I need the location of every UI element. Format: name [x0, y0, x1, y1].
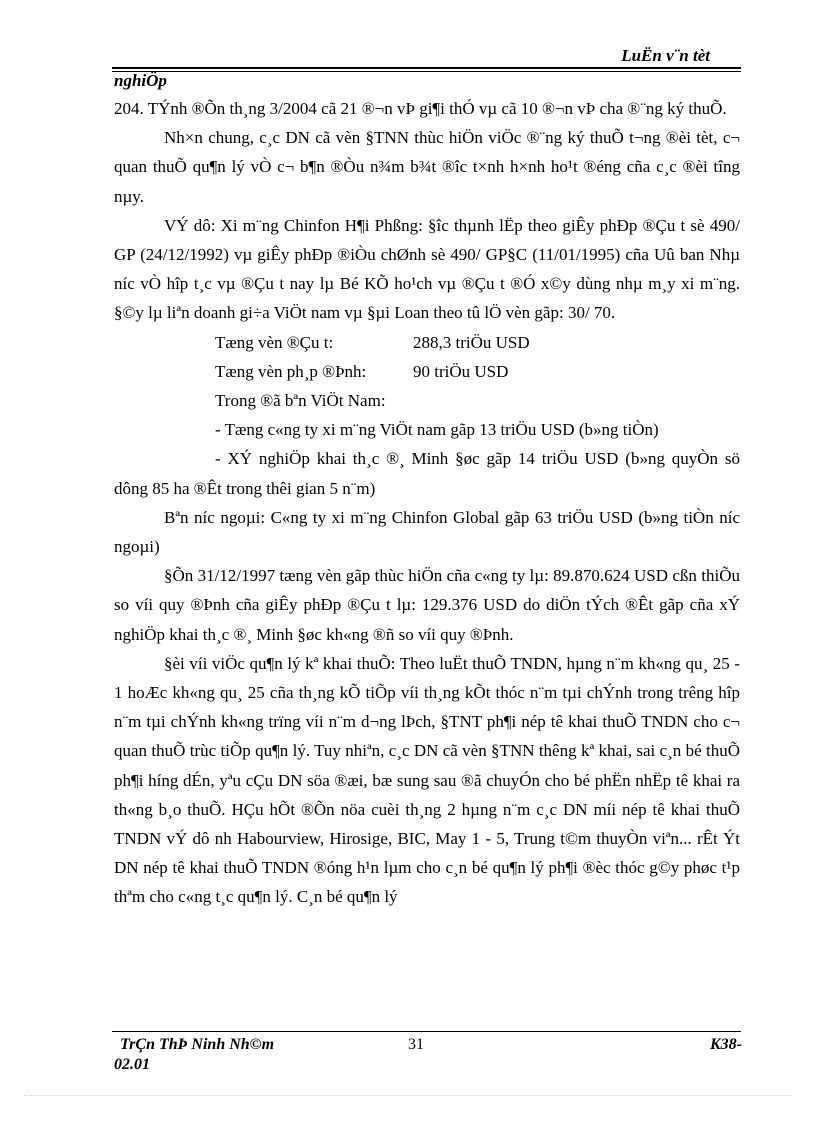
header-title: LuËn v¨n tèt [621, 46, 710, 65]
footer-divider [112, 1031, 741, 1032]
legal-capital-value: 90 triÖu USD [413, 361, 509, 381]
contribution-item-2: - XÝ nghiÖp khai th¸c ®¸ Minh §øc gãp 14 triÖu USD (b»ng quyÒn sö dông 85 ha ®Êt trong thêi gian 5 n¨m) [114, 449, 740, 498]
paragraph-4: §Õn 31/12/1997 tæng vèn gãp thùc hiÖn cña c«ng ty lµ: 89.870.624 USD cßn thiÕu so víi quy ®Þnh cña giÊy phÐp ®Çu t lµ: 129.376 USD do diÖn tÝch ®Êt gãp cña xÝ nghiÖp khai th¸c ®¸ Minh §øc kh«ng ®ñ so víi quy ®Þnh. [114, 566, 740, 644]
header-divider [112, 67, 741, 69]
footer-author: TrÇn ThÞ Ninh Nh©m [120, 1036, 275, 1053]
total-investment-value: 288,3 triÖu USD [413, 332, 530, 352]
total-investment-row [114, 328, 740, 357]
paragraph-3: VÝ dô: Xi m¨ng Chinfon H¶i Phßng: §îc thµnh lËp theo giÊy phÐp ®Çu t sè 490/ GP (24/12/1992) vµ giÊy phÐp ®iÒu chØnh sè 490/ GP§C (11/01/1995) cña Uû ban Nhµ níc vÒ hîp t¸c vµ ®Çu t nay lµ Bé KÕ ho¹ch vµ ®Çu t ®Ó x©y dùng nhµ m¸y xi m¨ng. §©y lµ liªn doanh gi÷a ViÖt nam vµ §µi Loan theo tû lÖ vèn gãp: 30/ 70. [114, 215, 740, 323]
paragraph-5: §èi víi viÖc qu¶n lý kª khai thuÕ: Theo luËt thuÕ TNDN, hµng n¨m kh«ng qu¸ 25 - 1 hoÆc kh«ng qu¸ 25 cña th¸ng kÕ tiÕp víi th¸ng kÕt thóc n¨m tµi chÝnh trong trêng hîp n¨m tµi chÝnh kh«ng trïng víi n¨m d¬ng lÞch, §TNT ph¶i nép tê khai thuÕ TNDN cho c¬ quan thuÕ trùc tiÕp qu¶n lý. Tuy nhiªn, c¸c DN cã vèn §TNN thêng kª khai, sai c¸n bé thuÕ ph¶i híng dÉn, yªu cÇu DN söa ®æi, bæ sung sau ®ã chuyÓn cho bé phËn nhËp tê khai ra th«ng b¸o thuÕ. HÇu hÕt ®Õn nöa cuèi th¸ng 2 hµng n¨m c¸c DN míi nép tê khai thuÕ TNDN vÝ dô nh Habourview, Hirosige, BIC, May 1 - 5, Trung t©m thuyÒn viªn... rÊt Ýt DN nép tê khai thuÕ TNDN ®óng h¹n lµm cho c¸n bé qu¶n lý ph¶i ®èc thóc g©y phøc t¹p thªm cho c«ng t¸c qu¶n lý. C¸n bé qu¶n lý [114, 653, 740, 907]
header-subtitle: nghiÖp [114, 71, 167, 90]
page-number: 31 [408, 1036, 424, 1053]
body-text [114, 94, 740, 912]
total-investment-label: Tæng vèn ®Çu t: [215, 332, 334, 352]
vietnam-side-heading: Trong ®ã bªn ViÖt Nam: [215, 391, 386, 411]
footer-class-code-continued: 02.01 [114, 1056, 150, 1073]
header-divider-thin [112, 71, 741, 72]
legal-capital-row [114, 357, 740, 386]
foreign-side-paragraph: Bªn níc ngoµi: C«ng ty xi m¨ng Chinfon Global gãp 63 triÖu USD (b»ng tiÒn níc ngoµi) [114, 507, 740, 557]
page-bottom-dotted-line [24, 1095, 792, 1096]
legal-capital-label: Tæng vèn ph¸p ®Þnh: [215, 361, 367, 381]
paragraph-2: Nh×n chung, c¸c DN cã vèn §TNN thùc hiÖn viÖc ®¨ng ký thuÕ t¬ng ®èi tèt, c¬ quan thuÕ qu¶n lý vÒ c¬ b¶n ®Òu n¾m b¾t ®îc t×nh h×nh ho¹t ®éng cña c¸c ®èi tîng nµy. [114, 128, 740, 206]
contribution-item-1: - Tæng c«ng ty xi m¨ng ViÖt nam gãp 13 triÖu USD (b»ng tiÒn) [215, 420, 659, 440]
footer-class-code: K38- [710, 1036, 742, 1053]
paragraph-1: 204. TÝnh ®Õn th¸ng 3/2004 cã 21 ®¬n vÞ gi¶i thÓ vµ cã 10 ®¬n vÞ cha ®¨ng ký thuÕ. [114, 99, 727, 118]
